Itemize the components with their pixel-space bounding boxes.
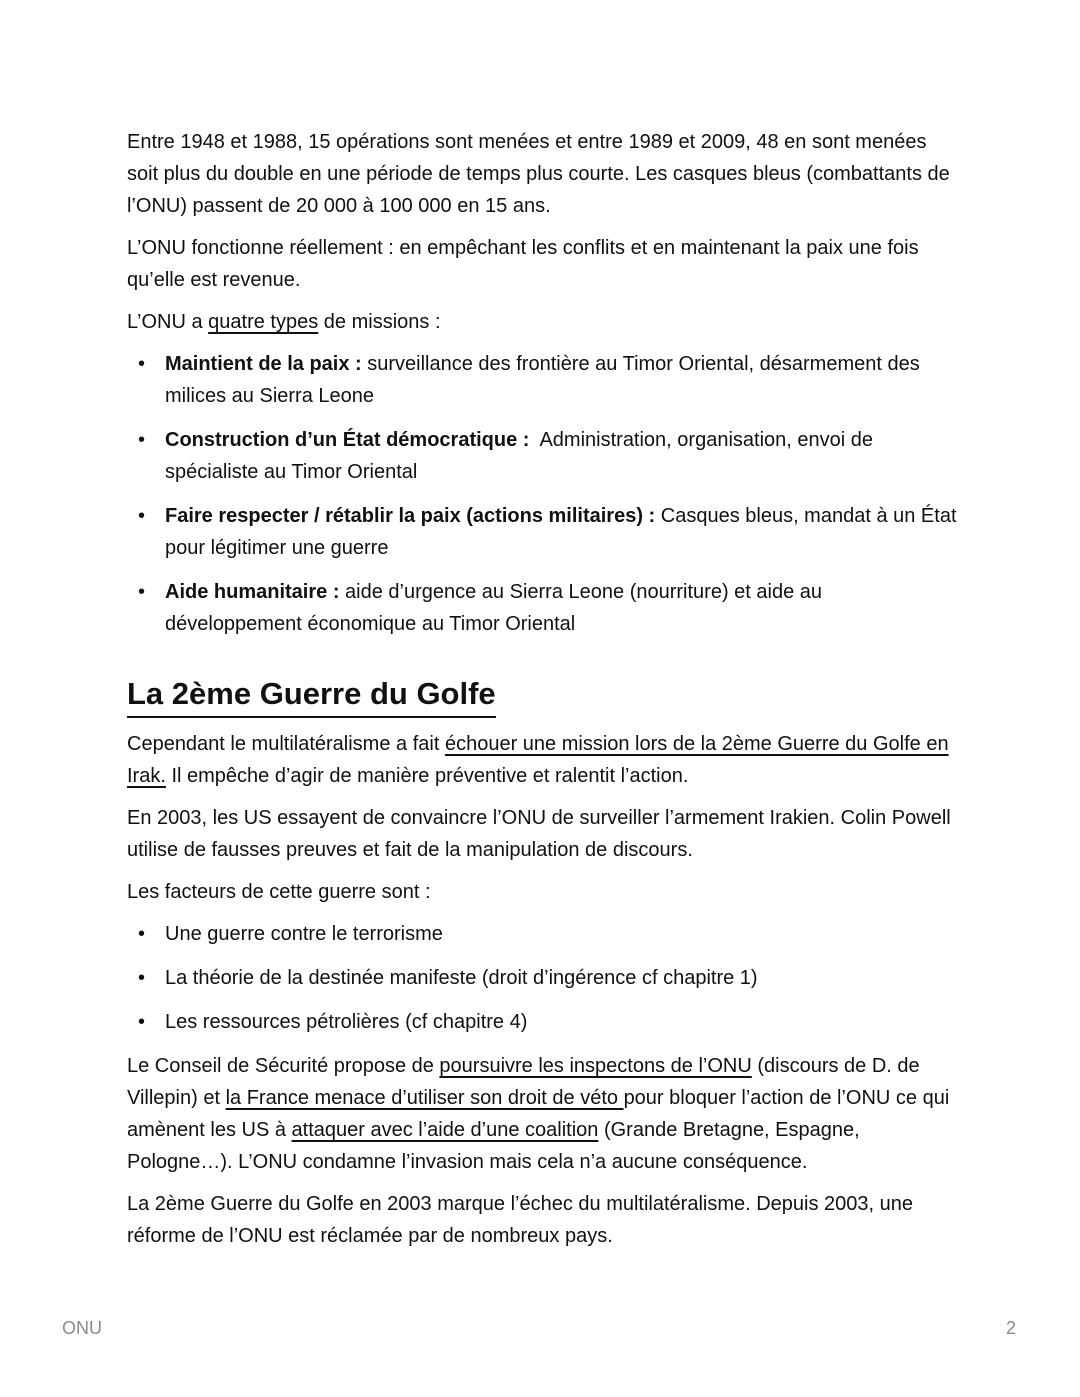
- mission-title: Faire respecter / rétablir la paix (actions militaires) :: [165, 505, 656, 527]
- paragraph-factors-intro: Les facteurs de cette guerre sont :: [127, 881, 431, 903]
- factors-list: [127, 918, 957, 1038]
- underlined-text: attaquer avec l’aide d’une coalition: [291, 1119, 599, 1141]
- text-span: Le Conseil de Sécurité propose de: [127, 1055, 440, 1077]
- text-span: de missions :: [318, 311, 441, 333]
- underlined-text: poursuivre les inspectons de l’ONU: [439, 1055, 752, 1077]
- text-span: (discours de D. de Villepin) et: [127, 1055, 920, 1109]
- text-span: L’ONU a: [127, 311, 209, 333]
- underlined-text: quatre types: [208, 311, 319, 333]
- underlined-text: la France menace d’utiliser son droit de véto: [225, 1087, 624, 1109]
- mission-text: Administration, organisation, envoi de spécialiste au Timor Oriental: [165, 429, 879, 483]
- mission-text: aide d’urgence au Sierra Leone (nourriture) et aide au développement économique au Timor Oriental: [165, 581, 823, 635]
- list-item: [165, 576, 957, 640]
- section-heading: La 2ème Guerre du Golfe: [127, 672, 496, 718]
- paragraph-conclusion: La 2ème Guerre du Golfe en 2003 marque l’échec du multilatéralisme. Depuis 2003, une réforme de l’ONU est réclamée par de nombreux pays.: [127, 1193, 914, 1247]
- paragraph-operations: Entre 1948 et 1988, 15 opérations sont menées et entre 1989 et 2009, 48 en sont menées soit plus du double en une période de temps plus courte. Les casques bleus (combattants de l’ONU) passent de 20 000 à 100 000 en 15 ans.: [127, 131, 950, 217]
- list-item: • Une guerre contre le terrorisme: [165, 918, 957, 950]
- paragraph-conseil: [127, 1050, 957, 1178]
- document-page: [127, 126, 957, 1262]
- list-item: • Les ressources pétrolières (cf chapitre 4): [165, 1006, 957, 1038]
- list-item: [165, 424, 957, 488]
- footer-title: ONU: [62, 1318, 102, 1338]
- mission-title: Construction d’un État démocratique :: [165, 429, 530, 451]
- list-item: • La théorie de la destinée manifeste (droit d’ingérence cf chapitre 1): [165, 962, 957, 994]
- list-item: [165, 500, 957, 564]
- missions-list: [127, 348, 957, 640]
- list-item: [165, 348, 957, 412]
- text-span: Il empêche d’agir de manière préventive et ralentit l’action.: [165, 765, 689, 787]
- text-span: Cependant le multilatéralisme a fait: [127, 733, 445, 755]
- paragraph-missions-intro: [127, 306, 957, 338]
- page-number: 2: [1005, 1318, 1016, 1338]
- mission-title: Maintient de la paix :: [165, 353, 362, 375]
- text-span: pour bloquer l’action de l’ONU ce qui amènent les US à: [127, 1087, 950, 1141]
- paragraph-2003: En 2003, les US essayent de convaincre l’ONU de surveiller l’armement Irakien. Colin Powell utilise de fausses preuves et fait de la manipulation de discours.: [127, 807, 951, 861]
- mission-text: Casques bleus, mandat à un État pour légitimer une guerre: [165, 505, 957, 559]
- paragraph-multilateralisme: [127, 728, 957, 792]
- paragraph-onu-fonctionne: L’ONU fonctionne réellement : en empêchant les conflits et en maintenant la paix une fois qu’elle est revenue.: [127, 237, 919, 291]
- mission-text: surveillance des frontière au Timor Oriental, désarmement des milices au Sierra Leone: [165, 353, 920, 407]
- mission-title: Aide humanitaire :: [165, 581, 340, 603]
- text-span: (Grande Bretagne, Espagne, Pologne…). L’ONU condamne l’invasion mais cela n’a aucune conséquence.: [127, 1119, 860, 1173]
- underlined-text: échouer une mission lors de la 2ème Guerre du Golfe en Irak.: [127, 733, 949, 787]
